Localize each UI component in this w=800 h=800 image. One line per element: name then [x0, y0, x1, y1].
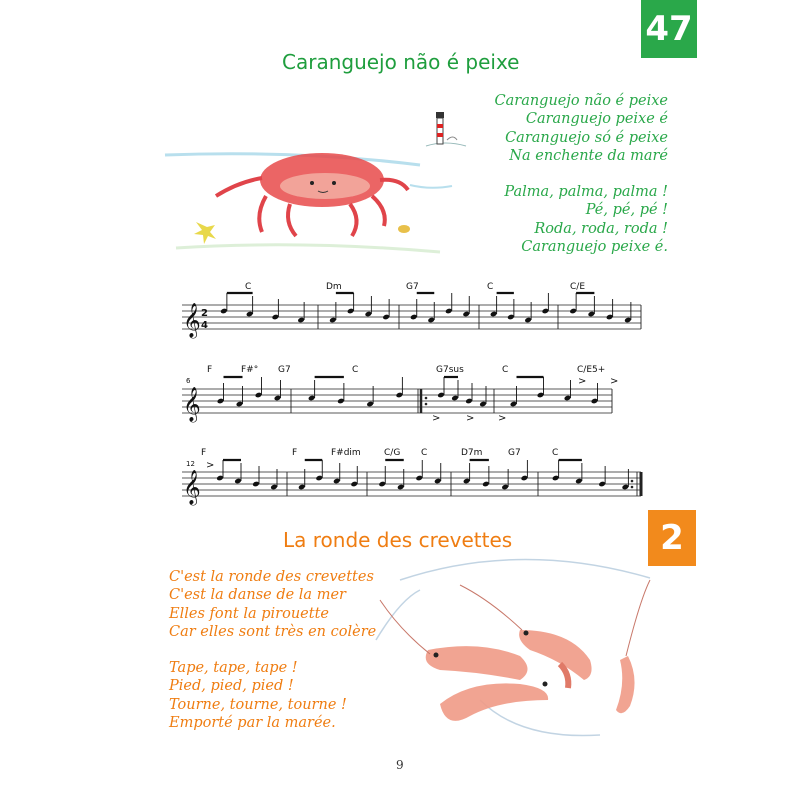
- lyric-line: Palma, palma, palma !: [504, 184, 668, 201]
- treble-clef-icon: 𝄞: [183, 470, 201, 505]
- chord-symbol: F: [292, 448, 298, 458]
- accent-mark: >: [466, 413, 475, 424]
- page-number: 9: [396, 758, 404, 772]
- lyric-line: C'est la ronde des crevettes: [169, 569, 374, 585]
- lyric-line: Elles font la pirouette: [169, 605, 329, 622]
- chord-symbol: C/E5+: [577, 365, 606, 375]
- treble-clef-icon: 𝄞: [183, 387, 201, 422]
- chord-symbol: Dm: [326, 282, 342, 292]
- lyric-line: Tape, tape, tape !: [169, 660, 298, 677]
- accent-mark: >: [432, 413, 441, 424]
- time-signature-top: 2: [201, 308, 208, 319]
- repeat-dot: [425, 403, 428, 406]
- repeat-dot: [425, 397, 428, 400]
- chord-symbol: F#dim: [331, 448, 361, 458]
- chord-symbol: C: [502, 365, 509, 375]
- lyric-line: Pied, pied, pied !: [169, 678, 294, 695]
- chord-symbol: C: [552, 448, 559, 458]
- accent-mark: >: [610, 376, 619, 387]
- lyric-line: Caranguejo peixe é: [525, 111, 668, 128]
- chord-symbol: C/G: [384, 448, 401, 458]
- lyric-line: Pé, pé, pé !: [585, 202, 668, 219]
- lyric-line: Emporté par la marée.: [169, 715, 336, 732]
- chord-symbol: F: [201, 448, 207, 458]
- chord-symbol: G7: [278, 365, 291, 375]
- accent-mark: >: [206, 460, 215, 471]
- time-signature-bottom: 4: [201, 320, 208, 331]
- lyric-line: Caranguejo não é peixe: [494, 93, 668, 109]
- treble-clef-icon: 𝄞: [183, 303, 201, 338]
- chord-symbol: F#°: [241, 365, 259, 375]
- lyric-line: Na enchente da maré: [509, 147, 668, 164]
- chord-symbol: C: [245, 282, 252, 292]
- lyric-line: Tourne, tourne, tourne !: [169, 696, 347, 713]
- lyric-line: Roda, roda, roda !: [534, 220, 668, 237]
- chord-symbol: G7: [406, 282, 419, 292]
- song-number-badge-2: 2: [648, 510, 696, 566]
- lyric-line: Caranguejo só é peixe: [505, 129, 668, 146]
- repeat-dot: [631, 486, 634, 489]
- lyric-line: Caranguejo peixe é.: [521, 239, 668, 256]
- measure-number: 12: [186, 460, 195, 468]
- chord-symbol: C: [487, 282, 494, 292]
- chord-symbol: C: [352, 365, 359, 375]
- accent-mark: >: [498, 413, 507, 424]
- chord-symbol: C/E: [570, 282, 586, 292]
- chord-symbol: D7m: [461, 448, 483, 458]
- chord-symbol: G7sus: [436, 365, 464, 375]
- repeat-dot: [631, 480, 634, 483]
- accent-mark: >: [578, 376, 587, 387]
- song-number-badge-47: 47: [641, 0, 697, 58]
- lyric-line: Car elles sont très en colère: [169, 623, 377, 640]
- chord-symbol: F: [207, 365, 213, 375]
- chord-symbol: C: [421, 448, 428, 458]
- song-title-caranguejo: Caranguejo não é peixe: [282, 50, 520, 74]
- measure-number: 6: [186, 377, 191, 385]
- song-title-crevettes: La ronde des crevettes: [283, 528, 513, 552]
- chord-symbol: G7: [508, 448, 521, 458]
- lyric-line: C'est la danse de la mer: [169, 587, 346, 604]
